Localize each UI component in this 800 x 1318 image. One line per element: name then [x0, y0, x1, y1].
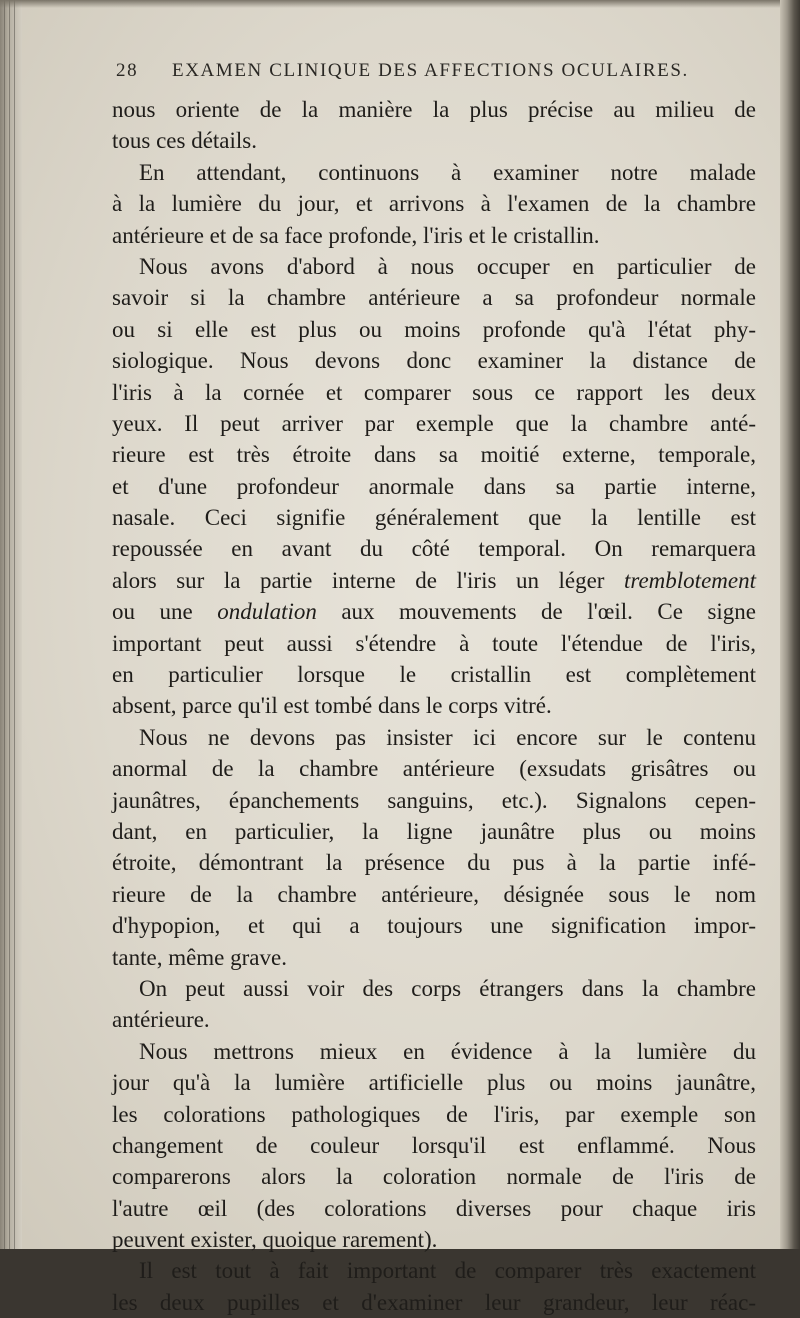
text-line	[112, 565, 756, 596]
text-line: comparerons alors la coloration normale de l'iris de	[112, 1164, 756, 1190]
text-line	[112, 596, 756, 627]
body-text	[112, 94, 756, 1318]
text-line: jaunâtres, épanchements sanguins, etc.). Signalons cepen-	[112, 787, 756, 813]
running-header	[116, 60, 756, 86]
text-line: peuvent exister, quoique rarement).	[112, 1227, 438, 1253]
text-line: jour qu'à la lumière artificielle plus ou moins jaunâtre,	[112, 1070, 756, 1096]
text-line: l'iris à la cornée et comparer sous ce rapport les deux	[112, 379, 756, 405]
text-line: à la lumière du jour, et arrivons à l'examen de la chambre	[112, 191, 756, 217]
text-line: d'hypopion, et qui a toujours une signification impor-	[112, 913, 756, 939]
text-line: nous oriente de la manière la plus précise au milieu de	[112, 97, 756, 122]
text-line: anormal de la chambre antérieure (exsudats grisâtres ou	[112, 756, 756, 782]
text-line: savoir si la chambre antérieure a sa profondeur normale	[112, 285, 756, 311]
italic-term: tremblotement	[623, 567, 756, 593]
text-line: Nous mettrons mieux en évidence à la lumière du	[139, 1038, 756, 1064]
text-segment: ou une	[112, 599, 218, 625]
text-line: Il est tout à fait important de comparer très exactement	[139, 1258, 756, 1284]
text-line: changement de couleur lorsqu'il est enflammé. Nous	[112, 1132, 756, 1158]
text-line: rieure est très étroite dans sa moitié externe, temporale,	[112, 442, 756, 468]
text-line: rieure de la chambre antérieure, désignée sous le nom	[112, 881, 756, 907]
text-line: en particulier lorsque le cristallin est complètement	[112, 662, 756, 688]
gutter-line	[14, 0, 15, 1249]
text-line: les deux pupilles et d'examiner leur grandeur, leur réac-	[112, 1289, 756, 1315]
gutter-line	[4, 0, 5, 1249]
text-line: yeux. Il peut arriver par exemple que la chambre anté-	[112, 410, 756, 436]
text-line: tous ces détails.	[112, 128, 257, 154]
text-line: Nous ne devons pas insister ici encore sur le contenu	[139, 724, 756, 750]
text-line: et d'une profondeur anormale dans sa partie interne,	[112, 473, 756, 499]
page-edge	[780, 0, 800, 1249]
text-line: important peut aussi s'étendre à toute l'étendue de l'iris,	[112, 630, 756, 656]
text-line: l'autre œil (des colorations diverses pour chaque iris	[112, 1195, 756, 1221]
page-number: 28	[116, 60, 139, 81]
text-line: antérieure et de sa face profonde, l'iris et le cristallin.	[112, 222, 600, 248]
text-line: nasale. Ceci signifie généralement que la lentille est	[112, 505, 756, 531]
text-line: antérieure.	[112, 1007, 210, 1033]
text-line: étroite, démontrant la présence du pus à la partie infé-	[112, 850, 756, 876]
text-line: dant, en particulier, la ligne jaunâtre plus ou moins	[112, 818, 756, 844]
running-title: EXAMEN CLINIQUE DES AFFECTIONS OCULAIRES.	[172, 60, 689, 81]
italic-term: ondulation	[217, 599, 317, 625]
top-shadow	[0, 0, 800, 8]
text-line: Nous avons d'abord à nous occuper en particulier de	[139, 253, 756, 279]
text-line: les colorations pathologiques de l'iris, par exemple son	[112, 1101, 756, 1127]
text-line: absent, parce qu'il est tombé dans le corps vitré.	[112, 693, 552, 719]
text-line: En attendant, continuons à examiner notre malade	[139, 159, 756, 185]
gutter-line	[9, 0, 10, 1249]
text-line: siologique. Nous devons donc examiner la distance de	[112, 348, 756, 374]
text-line: On peut aussi voir des corps étrangers dans la chambre	[139, 975, 756, 1001]
text-line: tante, même grave.	[112, 944, 287, 970]
text-line: repoussée en avant du côté temporal. On remarquera	[112, 536, 756, 562]
text-line: ou si elle est plus ou moins profonde qu'à l'état phy-	[112, 316, 756, 342]
text-segment: aux mouvements de l'œil. Ce signe	[316, 599, 756, 625]
text-segment: alors sur la partie interne de l'iris un léger	[112, 567, 624, 593]
